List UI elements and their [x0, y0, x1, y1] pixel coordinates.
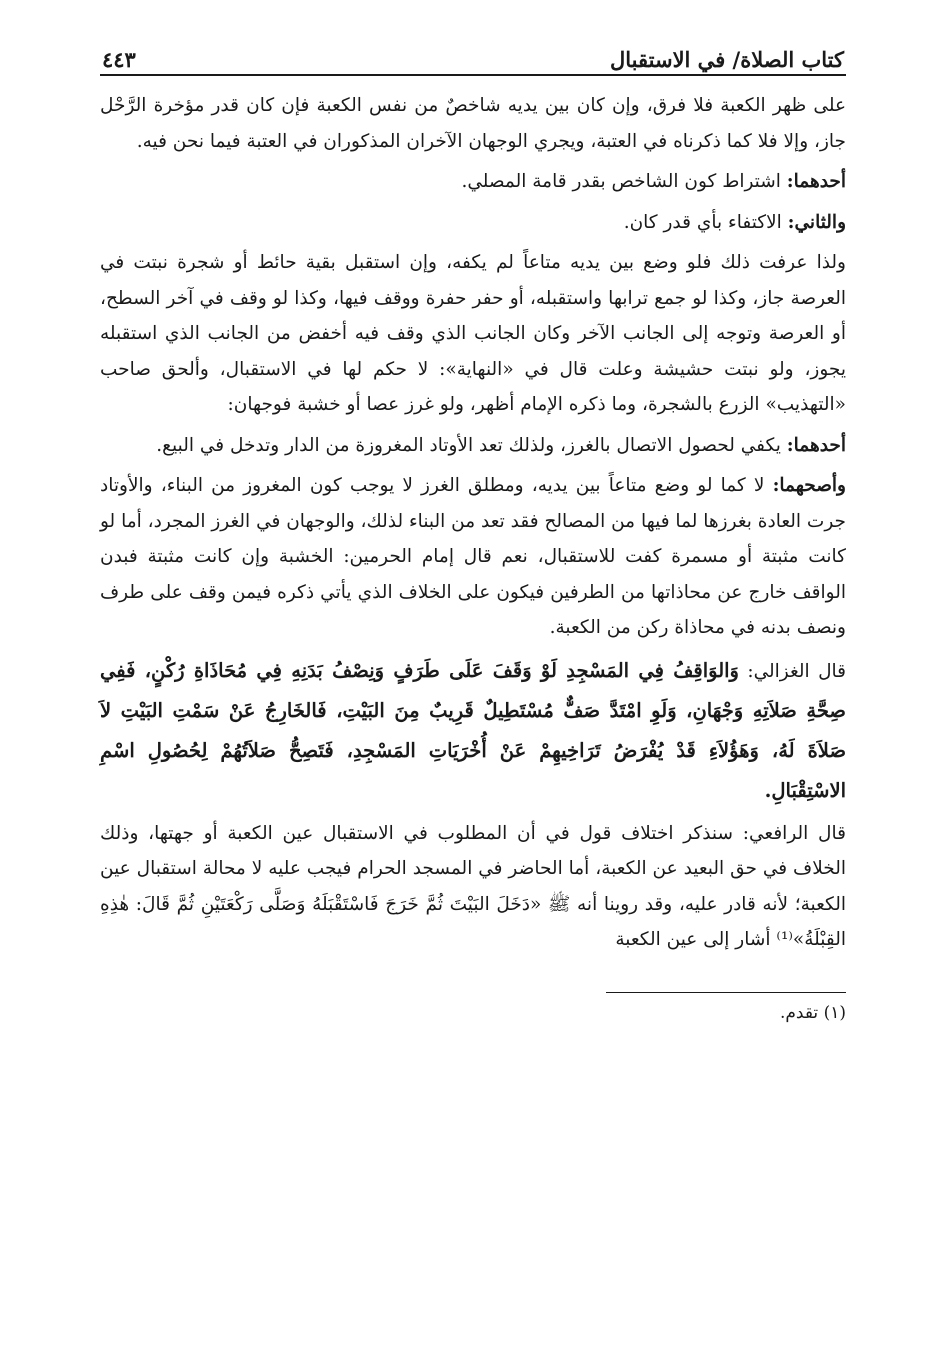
page-body: [100, 88, 846, 958]
footnote: (١) تقدم.: [779, 1002, 846, 1023]
paragraph: [100, 468, 846, 646]
footnote-rule: [606, 992, 846, 993]
paragraph-text: لا كما لو وضع متاعاً بين يديه، ومطلق الغرز لا يوجب كون المغروز من البناء، والأوتاد جرت العادة بغرزها لما فيها من المصالح فقد تعد من البناء لذلك، والوجهان في الغرز المجرد، أما لو كانت مثبتة أو مسمرة كفت للاستقبال، نعم قال إمام الحرمين: الخشبة وإن كانت مثبتة فبدن الواقف خارج عن محاذاتها من الطرفين فيكون على الخلاف الذي يأتي ذكره فيمن وقف على طرف ونصف بدنه في محاذاة ركن من الكعبة.: [100, 475, 846, 638]
quote-intro: قال الغزالي:: [747, 660, 846, 682]
paragraph-label: والثاني:: [787, 211, 846, 233]
paragraph: [100, 816, 846, 958]
page-number: ٤٤٣: [102, 47, 136, 72]
paragraph: ولذا عرفت ذلك فلو وضع بين يديه متاعاً لم يكفه، وإن استقبل بقية حائط أو شجرة نبتت في العرصة جاز، وكذا لو جمع ترابها واستقبله، أو حفر حفرة ووقف فيها، وكذا لو وقف في آخر السطح، أو العرصة وتوجه إلى الجانب الآخر وكان الجانب الذي وقف فيه أخفض من الجانب الذي استقبله يجوز، ولو نبتت حشيشة وعلت قال في «النهاية»: لا حكم لها في الاستقبال، وألحق صاحب «التهذيب» الزرع بالشجرة، وما ذكره الإمام أظهر، ولو غرز عصا أو خشبة فوجهان:: [100, 252, 846, 415]
paragraph-text: سنذكر اختلاف قول في أن المطلوب في الاستقبال عين الكعبة أو جهتها، وذلك الخلاف في حق البعيد عن الكعبة، أما الحاضر في المسجد الحرام فيجب عليه لا محالة استقبال عين الكعبة؛ لأنه قادر عليه، وقد روينا أنه ﷺ «دَخَلَ البَيْتَ ثُمَّ خَرَجَ فَاسْتَقْبَلَهُ وَصَلَّى رَكْعَتَيْنِ ثُمَّ قَالَ: هٰذِهِ القِبْلَةُ»⁽¹⁾ أشار إلى عين الكعبة: [100, 822, 846, 950]
paragraph-label: أحدهما:: [786, 434, 846, 456]
paragraph: على ظهر الكعبة فلا فرق، وإن كان بين يديه شاخصٌ من نفس الكعبة فإن كان قدر مؤخرة الرَّحْل جاز، وإلا فلا كما ذكرناه في العتبة، ويجري الوجهان الآخران المذكوران في العتبة فيما نحن فيه.: [100, 95, 846, 152]
paragraph-text: اشتراط كون الشاخص بقدر قامة المصلي.: [461, 171, 781, 192]
paragraph-text: يكفي لحصول الاتصال بالغرز، ولذلك تعد الأوتاد المغروزة من الدار وتدخل في البيع.: [156, 434, 781, 456]
quoted-text-block: [100, 651, 846, 811]
paragraph: [100, 428, 846, 464]
paragraph-intro: قال الرافعي:: [742, 822, 846, 844]
running-title: كتاب الصلاة/ في الاستقبال: [610, 47, 844, 72]
header-rule: [100, 74, 846, 76]
paragraph: [100, 205, 846, 241]
paragraph-label: وأصحهما:: [772, 475, 846, 496]
paragraph: [100, 164, 846, 200]
paragraph-text: الاكتفاء بأي قدر كان.: [623, 211, 782, 233]
paragraph-label: أحدهما:: [786, 171, 846, 192]
quote-text: وَالوَاقِفُ فِي المَسْجِدِ لَوْ وَقَفَ عَلَى طَرَفٍ وَنِصْفُ بَدَنِهِ فِي مُحَاذَاةِ رُكْنٍ، فَفِي صِحَّةِ صَلاَتِهِ وَجْهَانِ، وَلَوِ امْتَدَّ صَفٌّ مُسْتَطِيلٌ قَرِيبٌ مِنَ البَيْتِ، فَالخَارِجُ عَنْ سَمْتِ البَيْتِ لاَ صَلاَةَ لَهُ، وَهَؤُلاَءِ قَدْ يُفْرَضُ تَرَاخِيهِمْ عَنْ أُخْرَيَاتِ المَسْجِدِ، فَتَصِحُّ صَلاَتُهُمْ لِحُصُولِ اسْمِ الاسْتِقْبَالِ.: [100, 658, 846, 802]
document-page: [100, 38, 846, 1023]
page-header: [100, 38, 846, 72]
